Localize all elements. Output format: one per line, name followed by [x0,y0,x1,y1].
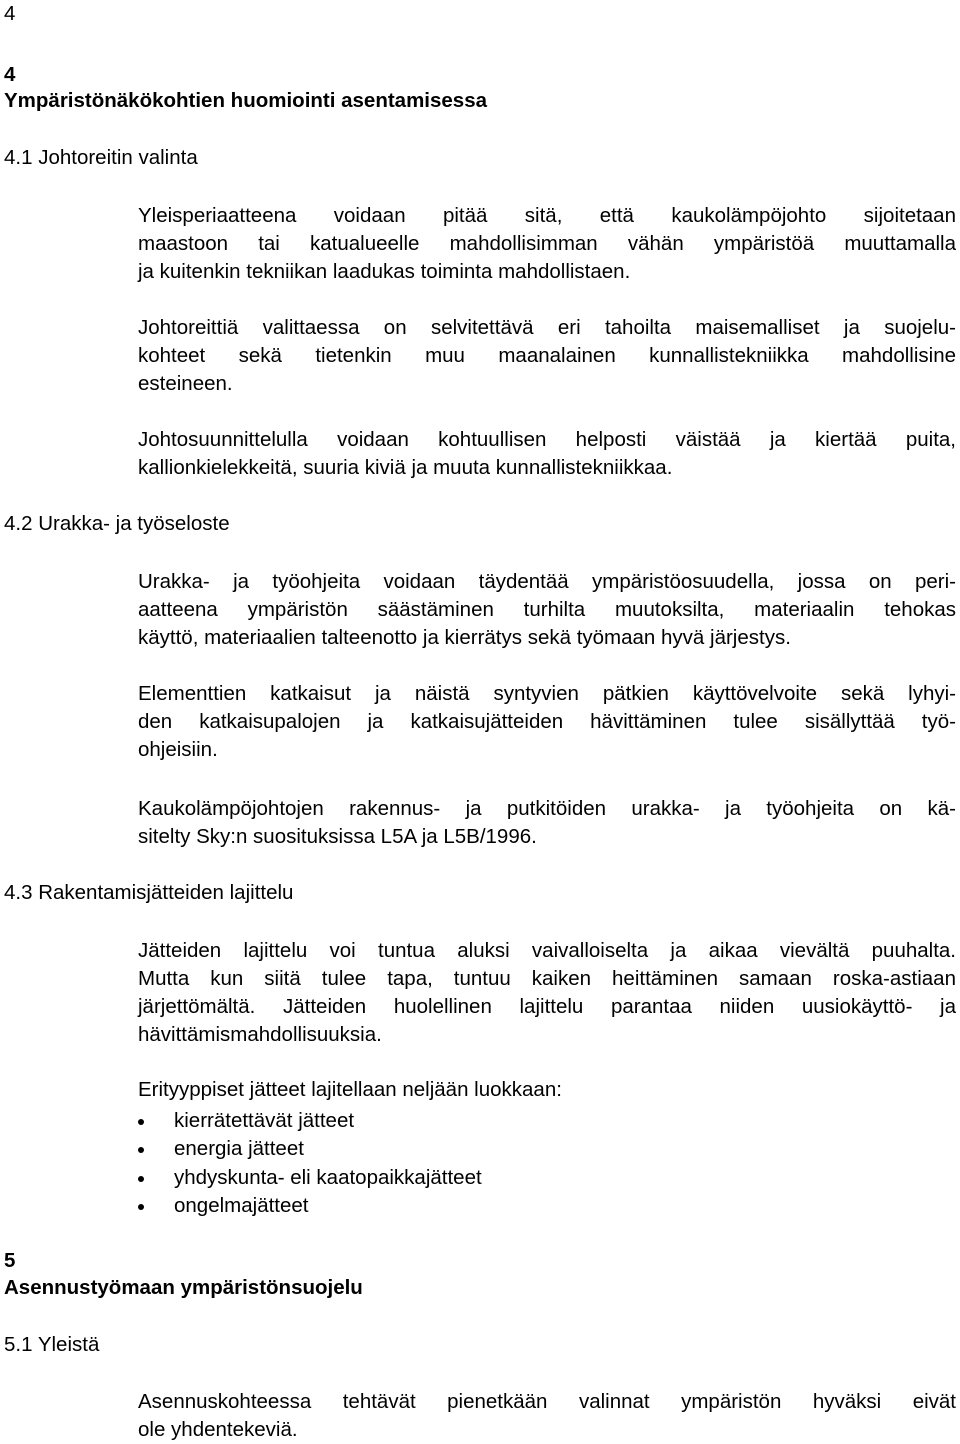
text-line: Yleisperiaatteena voidaan pitää sitä, että kaukolämpöjohto sijoitetaan [138,204,956,227]
text-line: Jätteiden lajittelu voi tuntua aluksi vaivalloiselta ja aikaa vievältä puuhalta. [138,939,956,962]
paragraph-4-1-2 [138,314,956,398]
list-item [138,1107,482,1135]
text-line: ohjeisiin. [138,738,218,761]
text-line: käyttö, materiaalien talteenotto ja kierrätys sekä työmaan hyvä järjestys. [138,626,791,649]
text-line: kallionkielekkeitä, suuria kiviä ja muuta kunnallistekniikkaa. [138,456,673,479]
bullet-icon [138,1176,144,1182]
subsection-heading-4-2: 4.2 Urakka- ja työseloste [4,512,230,535]
waste-category-list [138,1107,482,1220]
paragraph-4-1-1 [138,202,956,286]
text-line: ole yhdentekeviä. [138,1418,298,1441]
subsection-heading-5-1: 5.1 Yleistä [4,1333,100,1356]
text-line: Johtosuunnittelulla voidaan kohtuullisen helposti väistää ja kiertää puita, [138,428,956,451]
paragraph-5-1-1 [138,1388,956,1444]
bullet-icon [138,1147,144,1153]
paragraph-4-2-3 [138,795,956,851]
section-number-4: 4 [4,63,16,86]
list-item [138,1135,482,1163]
text-line: Mutta kun siitä tulee tapa, tuntuu kaiken heittäminen samaan roska-astiaan [138,967,956,990]
list-item [138,1192,482,1220]
section-number-5: 5 [4,1249,16,1272]
text-line: maastoon tai katualueelle mahdollisimman vähän ympäristöä muuttamalla [138,232,956,255]
text-line: hävittämismahdollisuuksia. [138,1023,382,1046]
list-item-label: energia jätteet [174,1137,304,1161]
subsection-heading-4-3: 4.3 Rakentamisjätteiden lajittelu [4,881,294,904]
paragraph-4-1-3 [138,426,956,482]
list-item-label: kierrätettävät jätteet [174,1109,355,1132]
text-line: Asennuskohteessa tehtävät pienetkään valinnat ympäristön hyväksi eivät [138,1390,956,1413]
text-line: Urakka- ja työohjeita voidaan täydentää ympäristöosuudella, jossa on peri- [138,570,956,593]
section-title-4: Ympäristönäkökohtien huomiointi asentamisessa [4,89,488,112]
text-line: Johtoreittiä valittaessa on selvitettävä eri tahoilta maisemalliset ja suojelu- [138,316,956,339]
paragraph-4-3-1 [138,937,956,1049]
text-line: Kaukolämpöjohtojen rakennus- ja putkitöiden urakka- ja työohjeita on kä- [138,797,956,820]
text-line: esteineen. [138,372,233,395]
text-line: ja kuitenkin tekniikan laadukas toiminta mahdollistaen. [138,260,631,283]
paragraph-4-2-1 [138,568,956,652]
paragraph-4-2-2 [138,680,956,764]
list-intro: Erityyppiset jätteet lajitellaan neljään luokkaan: [138,1078,562,1101]
text-line: kohteet sekä tietenkin muu maanalainen kunnallistekniikka mahdollisine [138,344,956,367]
text-line: aatteena ympäristön säästäminen turhilta muutoksilta, materiaalin tehokas [138,598,956,621]
text-line: sitelty Sky:n suosituksissa L5A ja L5B/1996. [138,825,537,848]
section-title-5: Asennustyömaan ympäristönsuojelu [4,1276,363,1299]
bullet-icon [138,1204,144,1210]
subsection-heading-4-1: 4.1 Johtoreitin valinta [4,146,198,169]
text-line: Elementtien katkaisut ja näistä syntyvien pätkien käyttövelvoite sekä lyhyi- [138,682,956,705]
list-item-label: ongelmajätteet [174,1193,309,1217]
page-number: 4 [4,2,16,25]
bullet-icon [138,1119,144,1125]
list-item-label: yhdyskunta- eli kaatopaikkajätteet [174,1165,482,1189]
list-item [138,1164,482,1192]
text-line: den katkaisupalojen ja katkaisujätteiden hävittäminen tulee sisällyttää työ- [138,710,956,733]
text-line: järjettömältä. Jätteiden huolellinen lajittelu parantaa niiden uusiokäyttö- ja [138,995,956,1018]
